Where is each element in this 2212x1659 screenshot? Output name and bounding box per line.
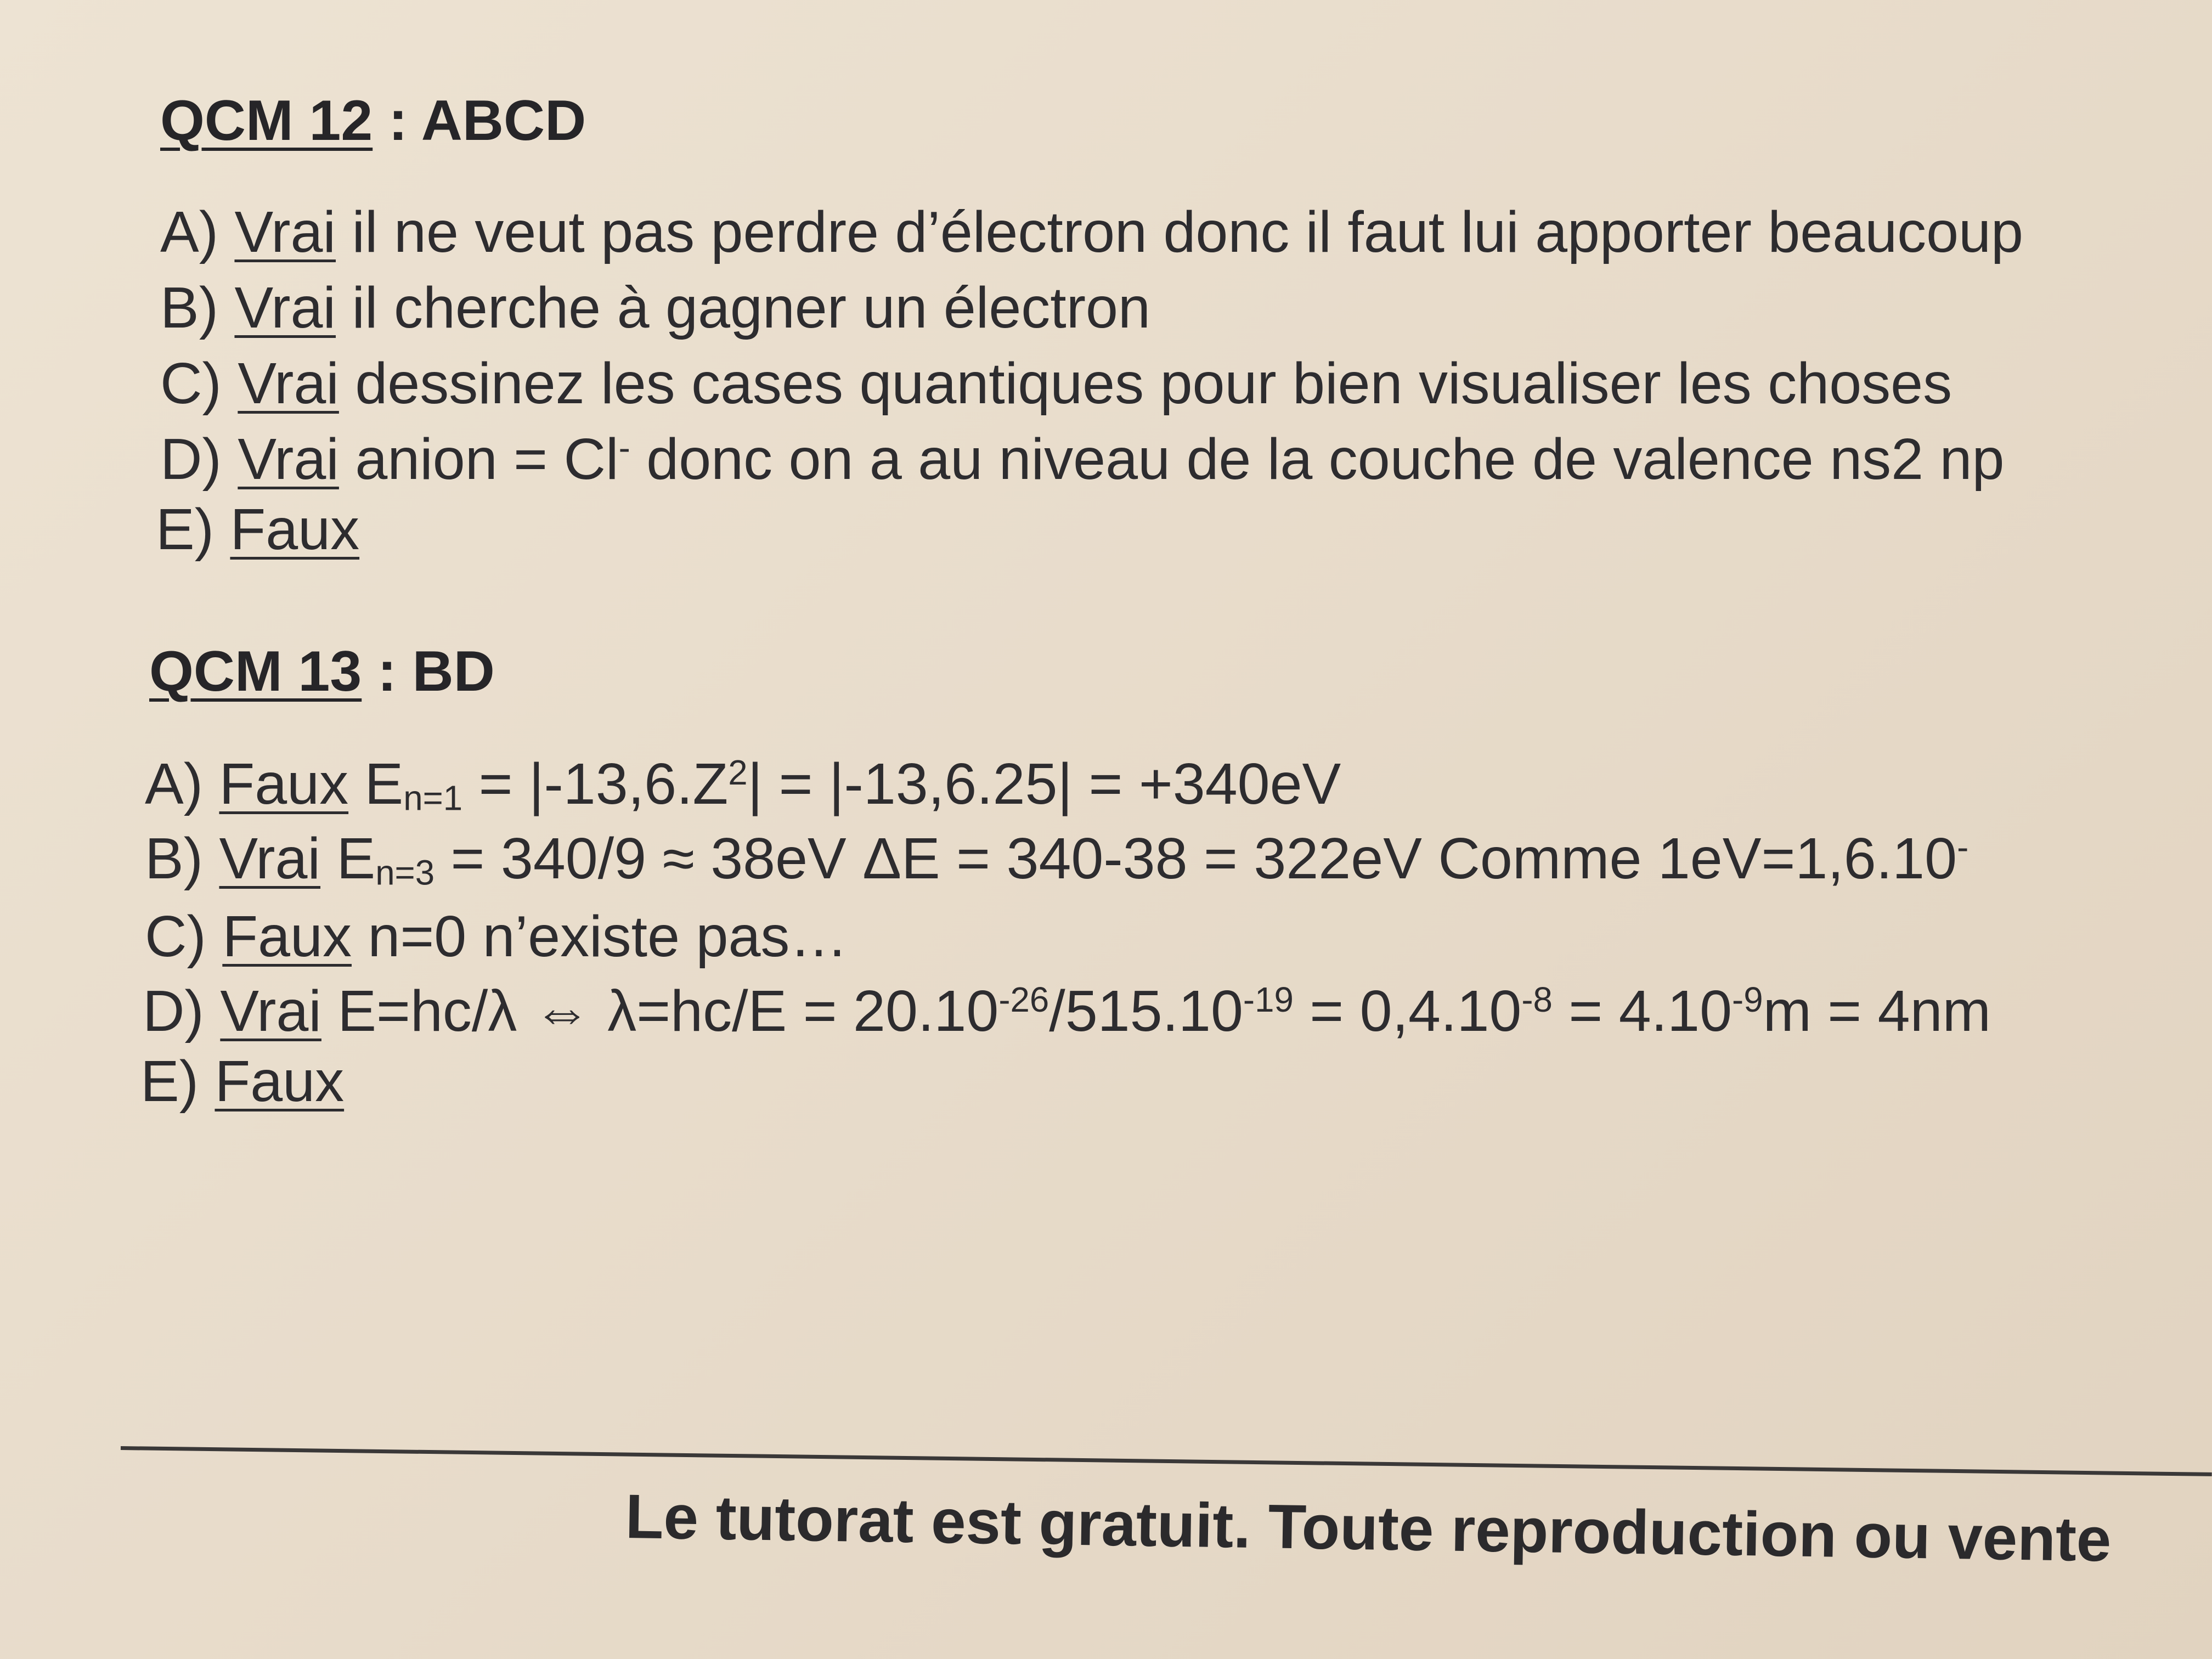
item-subscript: n=3 [375,853,435,893]
item-text: il ne veut pas perdre d’électron donc il faut lui apporter beaucoup [336,200,2023,264]
item-letter: C) [160,351,238,416]
item-text: = 340/9 ≈ 38eV ΔE = 340-38 = 322eV Comme 1eV=1,6.10 [435,826,1957,891]
qcm12-separator: : [373,89,421,153]
item-verdict: Faux [219,752,349,816]
qcm13-item-d [143,979,1991,1043]
qcm12-item-c [160,351,1953,416]
item-text: m = 4nm [1763,979,1991,1043]
item-text: = 0,4.10 [1293,979,1522,1043]
item-letter: C) [145,904,223,969]
qcm12-item-d [160,427,2005,492]
qcm13-item-a [145,752,1341,818]
item-letter: B) [160,275,235,340]
item-superscript: -9 [1732,980,1763,1020]
item-text: /515.10 [1049,979,1243,1043]
qcm12-item-a [160,200,2023,264]
qcm13-answer: BD [412,640,495,703]
item-verdict: Vrai [238,427,339,492]
item-subscript: n=1 [403,778,463,818]
item-superscript: 2 [728,753,748,793]
item-verdict: Vrai [220,979,321,1043]
item-text: E [348,752,404,816]
item-text: n=0 n’existe pas… [351,904,848,969]
item-verdict: Vrai [238,351,339,416]
qcm13-number: QCM 13 [149,640,362,703]
item-text: = |-13,6.Z [462,752,729,816]
item-superscript: - [1957,828,1969,867]
item-text: donc on a au niveau de la couche de valence ns2 np [630,427,2005,492]
item-verdict: Vrai [234,200,336,264]
item-text: il cherche à gagner un électron [336,275,1150,340]
item-text: = 4.10 [1552,979,1733,1043]
qcm12-item-e [156,497,360,562]
item-text: E [320,826,376,891]
item-superscript: -19 [1243,980,1294,1020]
item-text: dessinez les cases quantiques pour bien visualiser les choses [338,351,1953,416]
item-verdict: Vrai [219,826,321,891]
item-superscript: -26 [998,980,1049,1020]
item-letter: E) [140,1049,215,1114]
qcm13-heading [149,640,495,703]
qcm12-heading [160,89,586,153]
qcm13-item-e [140,1049,345,1114]
qcm12-answer: ABCD [421,89,586,153]
item-verdict: Faux [222,904,352,969]
item-letter: A) [145,752,219,816]
item-verdict: Faux [230,497,360,562]
item-text: anion = Cl [338,427,619,492]
footer-notice: Le tutorat est gratuit. Toute reproduction ou vente [625,1482,2112,1575]
qcm13-item-b [145,826,1969,893]
item-letter: D) [160,427,238,492]
qcm13-item-c [145,904,848,969]
item-text: | = |-13,6.25| = +340eV [747,752,1341,816]
item-superscript: -8 [1521,980,1553,1020]
item-letter: E) [156,497,230,562]
item-verdict: Vrai [234,275,336,340]
item-letter: D) [143,979,221,1043]
qcm12-item-b [160,275,1150,340]
item-verdict: Faux [215,1049,345,1114]
item-letter: B) [145,826,219,891]
item-text: E=hc/λ ⇔ λ=hc/E = 20.10 [321,979,999,1043]
footer-divider [121,1446,2212,1476]
item-superscript: - [618,428,630,468]
qcm13-separator: : [362,640,413,703]
qcm12-number: QCM 12 [160,89,373,153]
item-letter: A) [160,200,235,264]
